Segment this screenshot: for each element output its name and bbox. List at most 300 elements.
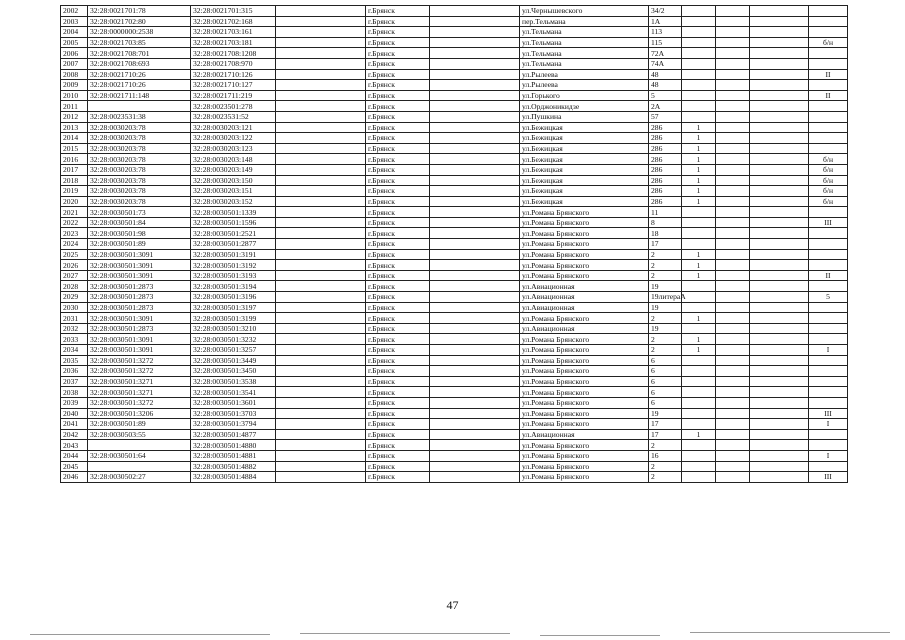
cell-empty3 <box>750 122 809 133</box>
cell-cad2: 32:28:0030501:4882 <box>191 461 276 472</box>
cell-cad2: 32:28:0030501:2877 <box>191 239 276 250</box>
table-row <box>61 345 848 356</box>
cell-house: 74А <box>649 58 682 69</box>
cell-empty3 <box>750 366 809 377</box>
cell-empty3 <box>750 334 809 345</box>
cell-street: ул.Романа Брянского <box>520 355 649 366</box>
cell-mark <box>716 143 750 154</box>
cell-num: 2045 <box>61 461 88 472</box>
cell-cad2: 32:28:0021703:181 <box>191 37 276 48</box>
cell-cad2: 32:28:0030203:121 <box>191 122 276 133</box>
cell-empty2 <box>430 69 520 80</box>
cell-city: г.Брянск <box>366 387 430 398</box>
cell-city: г.Брянск <box>366 207 430 218</box>
page-number: 47 <box>446 598 459 612</box>
cell-city: г.Брянск <box>366 450 430 461</box>
cell-cad1: 32:28:0030501:84 <box>88 217 191 228</box>
cell-empty1 <box>276 461 366 472</box>
cell-cad1: 32:28:0030501:89 <box>88 419 191 430</box>
cell-num: 2008 <box>61 69 88 80</box>
cell-city: г.Брянск <box>366 217 430 228</box>
cell-city: г.Брянск <box>366 186 430 197</box>
table-row <box>61 334 848 345</box>
cell-house: 48 <box>649 69 682 80</box>
cell-street: ул.Романа Брянского <box>520 408 649 419</box>
cell-house: 115 <box>649 37 682 48</box>
cell-cad1: 32:28:0030203:78 <box>88 164 191 175</box>
cell-empty3 <box>750 376 809 387</box>
table-row <box>61 186 848 197</box>
cell-city: г.Брянск <box>366 111 430 122</box>
cell-empty3 <box>750 302 809 313</box>
cell-mark <box>716 37 750 48</box>
cell-num: 2002 <box>61 6 88 17</box>
cell-city: г.Брянск <box>366 334 430 345</box>
cell-note <box>809 207 848 218</box>
cell-flat <box>682 37 716 48</box>
cell-house: 6 <box>649 376 682 387</box>
cell-empty3 <box>750 143 809 154</box>
cell-note <box>809 122 848 133</box>
cell-mark <box>716 164 750 175</box>
cell-house: 2 <box>649 440 682 451</box>
cell-empty3 <box>750 27 809 38</box>
cell-city: г.Брянск <box>366 69 430 80</box>
table-row <box>61 260 848 271</box>
cell-street: ул.Авиационная <box>520 302 649 313</box>
table-row <box>61 48 848 59</box>
cell-street: ул.Пушкина <box>520 111 649 122</box>
cell-cad2: 32:28:0030501:4877 <box>191 429 276 440</box>
table-row <box>61 111 848 122</box>
cell-house: 72А <box>649 48 682 59</box>
cell-empty3 <box>750 37 809 48</box>
cell-flat <box>682 281 716 292</box>
cell-flat <box>682 80 716 91</box>
cell-mark <box>716 196 750 207</box>
cell-flat: 1 <box>682 143 716 154</box>
table-row <box>61 450 848 461</box>
cell-mark <box>716 122 750 133</box>
cell-house: 286 <box>649 133 682 144</box>
cell-empty1 <box>276 281 366 292</box>
cell-cad2: 32:28:0030203:122 <box>191 133 276 144</box>
cell-cad2: 32:28:0021703:161 <box>191 27 276 38</box>
cell-flat <box>682 69 716 80</box>
cell-num: 2041 <box>61 419 88 430</box>
cell-mark <box>716 239 750 250</box>
cell-cad2: 32:28:0030203:150 <box>191 175 276 186</box>
cell-cad1: 32:28:0030501:3091 <box>88 249 191 260</box>
cell-empty2 <box>430 461 520 472</box>
cell-cad2: 32:28:0021701:315 <box>191 6 276 17</box>
cell-note <box>809 80 848 91</box>
cell-cad2: 32:28:0021710:126 <box>191 69 276 80</box>
cell-house: 2 <box>649 345 682 356</box>
cell-note <box>809 440 848 451</box>
cell-mark <box>716 69 750 80</box>
cell-note: III <box>809 217 848 228</box>
cell-num: 2031 <box>61 313 88 324</box>
cell-house: 286 <box>649 164 682 175</box>
cell-cad1: 32:28:0030203:78 <box>88 143 191 154</box>
cell-street: пер.Тельмана <box>520 16 649 27</box>
cell-street: ул.Тельмана <box>520 48 649 59</box>
cell-house: 2 <box>649 313 682 324</box>
cell-house: 286 <box>649 154 682 165</box>
cell-city: г.Брянск <box>366 376 430 387</box>
cell-flat <box>682 217 716 228</box>
cell-note <box>809 260 848 271</box>
cell-cad2: 32:28:0030501:3541 <box>191 387 276 398</box>
cell-num: 2004 <box>61 27 88 38</box>
cell-cad2: 32:28:0030501:4881 <box>191 450 276 461</box>
table-row <box>61 429 848 440</box>
cell-empty3 <box>750 186 809 197</box>
cell-cad2: 32:28:0021702:168 <box>191 16 276 27</box>
cell-note <box>809 6 848 17</box>
cell-empty3 <box>750 450 809 461</box>
cell-house: 2 <box>649 472 682 483</box>
cell-note <box>809 48 848 59</box>
cell-cad2: 32:28:0030501:3191 <box>191 249 276 260</box>
cell-city: г.Брянск <box>366 27 430 38</box>
cell-num: 2013 <box>61 122 88 133</box>
table-row <box>61 281 848 292</box>
table-row <box>61 387 848 398</box>
cell-cad2: 32:28:0030203:152 <box>191 196 276 207</box>
cell-empty3 <box>750 387 809 398</box>
cell-note <box>809 376 848 387</box>
cell-street: ул.Бежицкая <box>520 175 649 186</box>
cell-city: г.Брянск <box>366 58 430 69</box>
cell-street: ул.Романа Брянского <box>520 461 649 472</box>
cell-flat: 1 <box>682 175 716 186</box>
cell-street: ул.Авиационная <box>520 323 649 334</box>
cell-city: г.Брянск <box>366 408 430 419</box>
table-row <box>61 419 848 430</box>
cell-num: 2021 <box>61 207 88 218</box>
cell-empty3 <box>750 355 809 366</box>
cell-house: 286 <box>649 196 682 207</box>
cell-note <box>809 334 848 345</box>
cell-empty2 <box>430 239 520 250</box>
cell-empty2 <box>430 345 520 356</box>
cell-empty2 <box>430 260 520 271</box>
cell-num: 2033 <box>61 334 88 345</box>
cell-empty2 <box>430 281 520 292</box>
cell-city: г.Брянск <box>366 196 430 207</box>
cell-empty3 <box>750 345 809 356</box>
cell-note <box>809 366 848 377</box>
cell-mark <box>716 186 750 197</box>
cell-cad1: 32:28:0030502:27 <box>88 472 191 483</box>
cell-house: 19литераА <box>649 292 682 303</box>
cell-mark <box>716 16 750 27</box>
cell-empty2 <box>430 111 520 122</box>
cell-house: 11 <box>649 207 682 218</box>
cell-num: 2009 <box>61 80 88 91</box>
table-row <box>61 292 848 303</box>
cell-note: III <box>809 472 848 483</box>
cell-note <box>809 133 848 144</box>
cell-empty2 <box>430 313 520 324</box>
table-row <box>61 302 848 313</box>
table-row <box>61 6 848 17</box>
cell-cad1: 32:28:0021701:78 <box>88 6 191 17</box>
cell-empty2 <box>430 27 520 38</box>
cell-num: 2022 <box>61 217 88 228</box>
cell-empty3 <box>750 196 809 207</box>
cell-cad2: 32:28:0021711:219 <box>191 90 276 101</box>
cell-empty3 <box>750 111 809 122</box>
cell-house: 2 <box>649 334 682 345</box>
cell-cad2: 32:28:0030501:3450 <box>191 366 276 377</box>
cell-cad1: 32:28:0030501:3091 <box>88 260 191 271</box>
cell-cad1: 32:28:0030501:3272 <box>88 366 191 377</box>
cell-note <box>809 228 848 239</box>
cell-empty1 <box>276 207 366 218</box>
cell-cad1: 32:28:0030501:2873 <box>88 281 191 292</box>
cell-empty2 <box>430 217 520 228</box>
cell-city: г.Брянск <box>366 249 430 260</box>
cell-street: ул.Бежицкая <box>520 122 649 133</box>
table-row <box>61 323 848 334</box>
cell-house: 286 <box>649 122 682 133</box>
cell-mark <box>716 249 750 260</box>
cell-mark <box>716 472 750 483</box>
cell-city: г.Брянск <box>366 429 430 440</box>
cell-cad2: 32:28:0030501:3794 <box>191 419 276 430</box>
cell-cad1: 32:28:0000000:2538 <box>88 27 191 38</box>
cell-empty1 <box>276 143 366 154</box>
cell-street: ул.Бежицкая <box>520 196 649 207</box>
cell-cad2: 32:28:0023501:278 <box>191 101 276 112</box>
cell-mark <box>716 101 750 112</box>
cell-mark <box>716 408 750 419</box>
cell-note: б/н <box>809 175 848 186</box>
cell-empty3 <box>750 154 809 165</box>
table-row <box>61 366 848 377</box>
cell-street: ул.Романа Брянского <box>520 228 649 239</box>
cell-flat <box>682 397 716 408</box>
cell-cad1: 32:28:0030501:73 <box>88 207 191 218</box>
cell-empty1 <box>276 419 366 430</box>
cell-street: ул.Романа Брянского <box>520 419 649 430</box>
cell-empty3 <box>750 419 809 430</box>
cell-empty2 <box>430 154 520 165</box>
cell-flat <box>682 239 716 250</box>
cell-empty1 <box>276 408 366 419</box>
cell-city: г.Брянск <box>366 48 430 59</box>
cell-house: 286 <box>649 175 682 186</box>
cell-empty3 <box>750 440 809 451</box>
cell-cad2: 32:28:0030501:3199 <box>191 313 276 324</box>
table-row <box>61 408 848 419</box>
cell-empty3 <box>750 228 809 239</box>
cell-mark <box>716 419 750 430</box>
cell-empty2 <box>430 366 520 377</box>
cell-mark <box>716 270 750 281</box>
cell-mark <box>716 281 750 292</box>
cell-street: ул.Бежицкая <box>520 186 649 197</box>
table-row <box>61 27 848 38</box>
cell-flat: 1 <box>682 164 716 175</box>
cell-note <box>809 302 848 313</box>
cell-cad1: 32:28:0030203:78 <box>88 196 191 207</box>
cell-note <box>809 16 848 27</box>
cell-empty2 <box>430 334 520 345</box>
cell-house: 6 <box>649 366 682 377</box>
table-row <box>61 397 848 408</box>
cell-note <box>809 239 848 250</box>
table-row <box>61 80 848 91</box>
cell-house: 2А <box>649 101 682 112</box>
cell-empty2 <box>430 207 520 218</box>
registry-table <box>60 5 848 483</box>
cell-city: г.Брянск <box>366 366 430 377</box>
cell-cad2: 32:28:0023531:52 <box>191 111 276 122</box>
cell-empty1 <box>276 48 366 59</box>
cell-empty1 <box>276 58 366 69</box>
cell-note <box>809 27 848 38</box>
cell-flat: 1 <box>682 249 716 260</box>
cell-cad1: 32:28:0030203:78 <box>88 154 191 165</box>
table-row <box>61 16 848 27</box>
cell-city: г.Брянск <box>366 323 430 334</box>
cell-flat <box>682 48 716 59</box>
cell-cad1: 32:28:0021711:148 <box>88 90 191 101</box>
cell-cad1: 32:28:0030203:78 <box>88 186 191 197</box>
cell-mark <box>716 6 750 17</box>
cell-city: г.Брянск <box>366 37 430 48</box>
cell-num: 2011 <box>61 101 88 112</box>
cell-street: ул.Тельмана <box>520 37 649 48</box>
cell-empty3 <box>750 175 809 186</box>
cell-cad2: 32:28:0030501:3197 <box>191 302 276 313</box>
table-row <box>61 101 848 112</box>
cell-street: ул.Романа Брянского <box>520 376 649 387</box>
cell-empty1 <box>276 80 366 91</box>
cell-cad1: 32:28:0023531:38 <box>88 111 191 122</box>
cell-empty3 <box>750 69 809 80</box>
cell-flat: 1 <box>682 186 716 197</box>
cell-empty2 <box>430 270 520 281</box>
cell-city: г.Брянск <box>366 419 430 430</box>
cell-cad1: 32:28:0030501:2873 <box>88 292 191 303</box>
cell-cad2: 32:28:0021710:127 <box>191 80 276 91</box>
cell-house: 48 <box>649 80 682 91</box>
cell-flat <box>682 419 716 430</box>
cell-num: 2038 <box>61 387 88 398</box>
cell-empty1 <box>276 122 366 133</box>
cell-mark <box>716 292 750 303</box>
cell-house: 18 <box>649 228 682 239</box>
cell-num: 2015 <box>61 143 88 154</box>
cell-street: ул.Романа Брянского <box>520 450 649 461</box>
cell-num: 2027 <box>61 270 88 281</box>
cell-mark <box>716 58 750 69</box>
cell-empty3 <box>750 90 809 101</box>
cell-empty1 <box>276 90 366 101</box>
cell-num: 2037 <box>61 376 88 387</box>
cell-num: 2042 <box>61 429 88 440</box>
cell-city: г.Брянск <box>366 461 430 472</box>
cell-cad1: 32:28:0021702:80 <box>88 16 191 27</box>
table-row <box>61 440 848 451</box>
cell-empty3 <box>750 472 809 483</box>
cell-num: 2005 <box>61 37 88 48</box>
cell-mark <box>716 48 750 59</box>
cell-num: 2003 <box>61 16 88 27</box>
cell-empty3 <box>750 313 809 324</box>
cell-empty1 <box>276 323 366 334</box>
cell-num: 2046 <box>61 472 88 483</box>
table-row <box>61 313 848 324</box>
cell-num: 2019 <box>61 186 88 197</box>
cell-empty1 <box>276 302 366 313</box>
cell-city: г.Брянск <box>366 281 430 292</box>
cell-house: 6 <box>649 387 682 398</box>
cell-num: 2028 <box>61 281 88 292</box>
cell-empty2 <box>430 397 520 408</box>
cell-city: г.Брянск <box>366 175 430 186</box>
cell-empty1 <box>276 429 366 440</box>
cell-flat <box>682 90 716 101</box>
cell-mark <box>716 175 750 186</box>
cell-street: ул.Романа Брянского <box>520 249 649 260</box>
cell-cad2: 32:28:0030501:1596 <box>191 217 276 228</box>
cell-city: г.Брянск <box>366 80 430 91</box>
cell-mark <box>716 313 750 324</box>
cell-street: ул.Тельмана <box>520 58 649 69</box>
table-row <box>61 133 848 144</box>
cell-flat <box>682 292 716 303</box>
cell-empty1 <box>276 376 366 387</box>
cell-cad1: 32:28:0030501:98 <box>88 228 191 239</box>
cell-empty3 <box>750 101 809 112</box>
cell-cad1 <box>88 101 191 112</box>
cell-cad1: 32:28:0030203:78 <box>88 175 191 186</box>
cell-note: б/н <box>809 164 848 175</box>
cell-num: 2010 <box>61 90 88 101</box>
table-row <box>61 122 848 133</box>
cell-flat: 1 <box>682 345 716 356</box>
cell-empty1 <box>276 260 366 271</box>
cell-house: 2 <box>649 249 682 260</box>
cell-empty2 <box>430 450 520 461</box>
cell-mark <box>716 111 750 122</box>
cell-cad2: 32:28:0030501:2521 <box>191 228 276 239</box>
cell-cad1: 32:28:0030501:64 <box>88 450 191 461</box>
cell-cad2: 32:28:0030501:3232 <box>191 334 276 345</box>
cell-empty2 <box>430 90 520 101</box>
cell-street: ул.Романа Брянского <box>520 387 649 398</box>
table-body <box>61 6 848 483</box>
cell-street: ул.Романа Брянского <box>520 397 649 408</box>
cell-empty1 <box>276 270 366 281</box>
table-row <box>61 228 848 239</box>
cell-mark <box>716 302 750 313</box>
cell-street: ул.Бежицкая <box>520 154 649 165</box>
cell-empty2 <box>430 122 520 133</box>
cell-city: г.Брянск <box>366 228 430 239</box>
cell-note <box>809 281 848 292</box>
cell-empty1 <box>276 472 366 483</box>
cell-mark <box>716 217 750 228</box>
cell-flat <box>682 450 716 461</box>
cell-flat <box>682 58 716 69</box>
